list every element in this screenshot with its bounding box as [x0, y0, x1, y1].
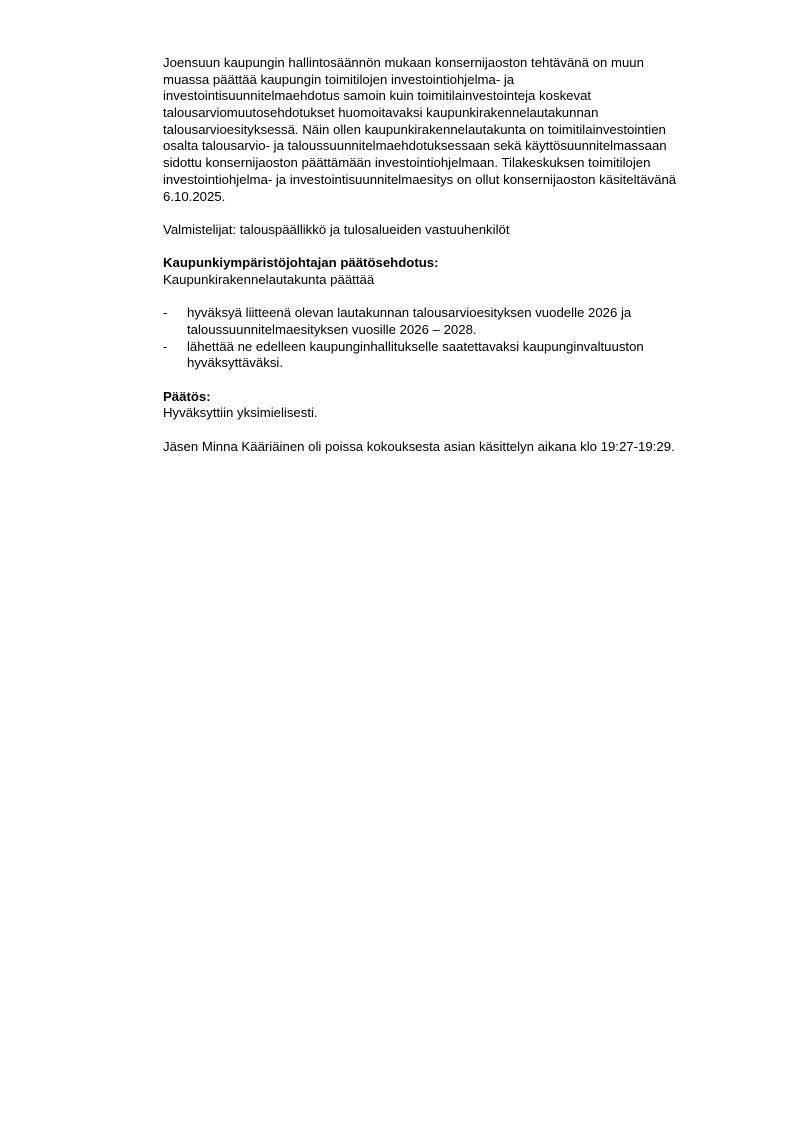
intro-line: talousarviomuutosehdotukset huomoitavaksi kaupunkirakennelautakunnan: [163, 105, 599, 121]
intro-line: osalta talousarvio- ja taloussuunnitelmaehdotuksessaan sekä käyttösuunnitelmassaan: [163, 138, 667, 154]
intro-line: 6.10.2025.: [163, 188, 226, 204]
decision-text: Hyväksyttiin yksimielisesti.: [163, 405, 318, 421]
list-item-line: taloussuunnitelmaesityksen vuosille 2026 – 2028.: [187, 322, 477, 337]
document-body: [163, 55, 743, 472]
intro-line: Joensuun kaupungin hallintosäännön mukaan konsernijaoston tehtävänä on muun: [163, 55, 644, 70]
proposal-section: [163, 255, 743, 372]
list-item-line: hyväksyä liitteenä olevan lautakunnan talousarvioesityksen vuodelle 2026 ja: [187, 305, 632, 321]
decision-section: [163, 389, 743, 422]
proposal-intro: Kaupunkirakennelautakunta päättää: [163, 271, 375, 287]
list-item: [163, 339, 743, 372]
proposal-heading: Kaupunkiympäristöjohtajan päätösehdotus:: [163, 255, 439, 271]
preparers-paragraph: [163, 222, 743, 239]
intro-line: sidottu konsernijaoston päättämään investointiohjelmaan. Tilakeskuksen toimitilojen: [163, 155, 651, 171]
absence-paragraph: [163, 439, 743, 456]
list-bullet: -: [163, 338, 168, 354]
proposal-intro-paragraph: [163, 272, 743, 289]
decision-heading: Päätös:: [163, 388, 211, 404]
preparers-text: Valmistelijat: talouspäällikkö ja tulosalueiden vastuuhenkilöt: [163, 221, 510, 237]
absence-note: Jäsen Minna Kääriäinen oli poissa kokouksesta asian käsittelyn aikana klo 19:27-19:29.: [163, 438, 675, 454]
list-item: [163, 305, 743, 338]
intro-line: investointiohjelma- ja investointisuunnitelmaesitys on ollut konsernijaoston käsiteltävänä: [163, 171, 677, 187]
intro-paragraph: [163, 55, 743, 205]
intro-line: investointisuunnitelmaehdotus samoin kuin toimitilainvestointeja koskevat: [163, 88, 592, 104]
list-item-line: lähettää ne edelleen kaupunginhallitukselle saatettavaksi kaupunginvaltuuston: [187, 338, 644, 354]
list-item-line: hyväksyttäväksi.: [187, 355, 284, 371]
intro-line: muassa päättää kaupungin toimitilojen investointiohjelma- ja: [163, 71, 515, 87]
intro-line: talousarvioesityksessä. Näin ollen kaupunkirakennelautakunta on toimitilainvestointien: [163, 121, 666, 137]
list-bullet: -: [163, 305, 168, 321]
proposal-list: [163, 305, 743, 372]
